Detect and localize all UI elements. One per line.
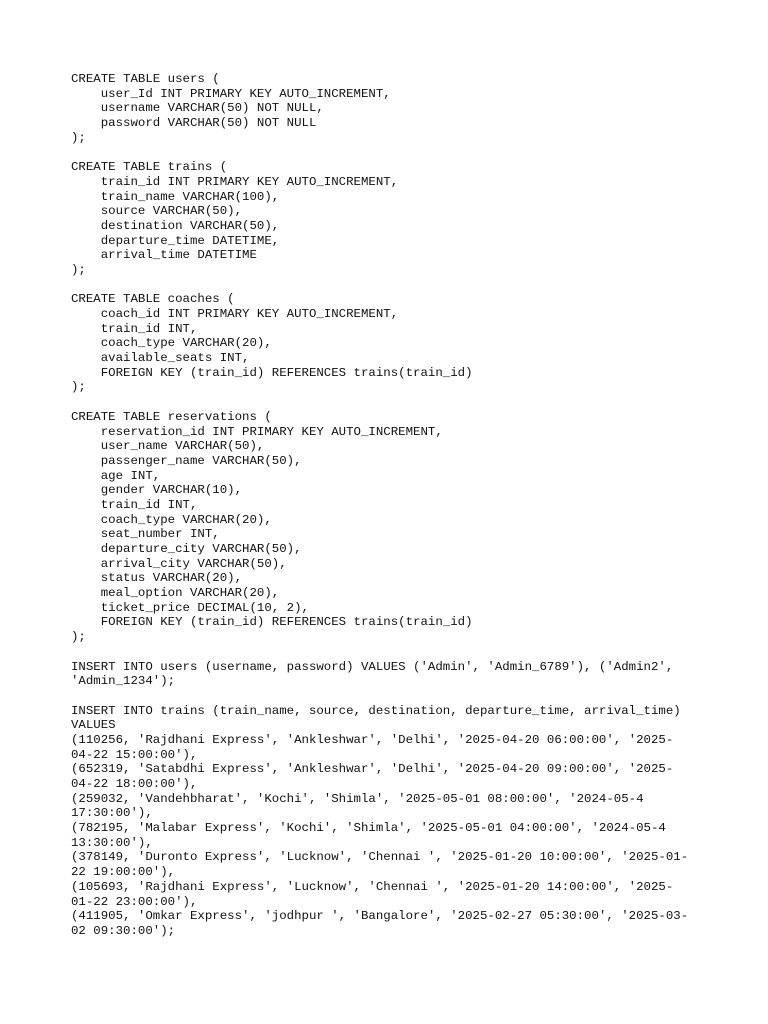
code-line: CREATE TABLE reservations ( (71, 409, 272, 424)
block-spacer (71, 145, 711, 160)
code-line: arrival_time DATETIME (71, 248, 257, 263)
code-line: train_id INT, (71, 321, 198, 336)
code-line: ); (71, 380, 86, 395)
code-line: ); (71, 630, 86, 645)
create-coaches-block (71, 292, 711, 395)
code-line: 'Admin_1234'); (71, 674, 176, 689)
code-line: 22 19:00:00'), (71, 865, 176, 880)
code-line: 04-22 18:00:00'), (71, 777, 198, 791)
block-spacer (71, 645, 711, 660)
insert-trains-block (71, 704, 711, 939)
code-line: (782195, 'Malabar Express', 'Kochi', 'Shimla', '2025-05-01 04:00:00', '2024-05-4 (71, 821, 666, 836)
code-line: age INT, (71, 468, 161, 483)
code-line: reservation_id INT PRIMARY KEY AUTO_INCREMENT, (71, 424, 443, 439)
code-line: status VARCHAR(20), (71, 571, 243, 586)
code-line: (652319, 'Satabdhi Express', 'Ankleshwar', 'Delhi', '2025-04-20 09:00:00', '2025- (71, 762, 674, 777)
code-line: (105693, 'Rajdhani Express', 'Lucknow', 'Chennai ', '2025-01-20 14:00:00', '2025- (71, 879, 674, 894)
code-line: coach_type VARCHAR(20), (71, 512, 272, 527)
code-line: passenger_name VARCHAR(50), (71, 453, 302, 468)
insert-users-block (71, 660, 711, 689)
code-line: ); (71, 130, 86, 145)
code-line: train_id INT, (71, 497, 198, 512)
code-line: 04-22 15:00:00'), (71, 747, 198, 762)
code-line: ); (71, 262, 86, 277)
code-line: 17:30:00'), (71, 806, 153, 821)
code-line: train_id INT PRIMARY KEY AUTO_INCREMENT, (71, 174, 399, 189)
code-line: departure_time DATETIME, (71, 233, 280, 248)
code-line: coach_type VARCHAR(20), (71, 336, 272, 351)
code-line: user_name VARCHAR(50), (71, 439, 265, 454)
code-line: coach_id INT PRIMARY KEY AUTO_INCREMENT, (71, 307, 399, 321)
code-line: seat_number INT, (71, 527, 220, 542)
code-line: VALUES (71, 718, 116, 733)
code-line: train_name VARCHAR(100), (71, 189, 280, 204)
code-line: 01-22 23:00:00'), (71, 894, 198, 909)
create-reservations-block (71, 410, 711, 645)
code-line: CREATE TABLE coaches ( (71, 292, 235, 307)
sql-document (71, 72, 711, 939)
block-spacer (71, 689, 711, 704)
code-line: available_seats INT, (71, 351, 250, 366)
code-line: meal_option VARCHAR(20), (71, 586, 280, 601)
code-line: (378149, 'Duronto Express', 'Lucknow', 'Chennai ', '2025-01-20 10:00:00', '2025-01- (71, 850, 689, 865)
code-line: (411905, 'Omkar Express', 'jodhpur ', 'Bangalore', '2025-02-27 05:30:00', '2025-03- (71, 909, 689, 924)
create-trains-block (71, 160, 711, 278)
code-line: username VARCHAR(50) NOT NULL, (71, 101, 324, 116)
code-line: INSERT INTO users (username, password) VALUES ('Admin', 'Admin_6789'), ('Admin2', (71, 659, 674, 674)
block-spacer (71, 395, 711, 410)
code-line: ticket_price DECIMAL(10, 2), (71, 600, 309, 615)
code-line: gender VARCHAR(10), (71, 483, 243, 498)
code-line: 02 09:30:00'); (71, 923, 176, 938)
code-line: source VARCHAR(50), (71, 204, 243, 219)
code-line: FOREIGN KEY (train_id) REFERENCES trains(train_id) (71, 615, 473, 630)
block-spacer (71, 278, 711, 293)
code-line: CREATE TABLE users ( (71, 72, 220, 86)
code-line: 13:30:00'), (71, 835, 153, 850)
code-line: destination VARCHAR(50), (71, 218, 280, 233)
code-line: CREATE TABLE trains ( (71, 160, 228, 175)
code-line: (259032, 'Vandehbharat', 'Kochi', 'Shimla', '2025-05-01 08:00:00', '2024-05-4 (71, 791, 644, 806)
code-line: departure_city VARCHAR(50), (71, 542, 302, 556)
code-line: (110256, 'Rajdhani Express', 'Ankleshwar', 'Delhi', '2025-04-20 06:00:00', '2025- (71, 732, 674, 747)
code-line: user_Id INT PRIMARY KEY AUTO_INCREMENT, (71, 86, 391, 101)
code-line: password VARCHAR(50) NOT NULL (71, 116, 317, 131)
code-line: INSERT INTO trains (train_name, source, destination, departure_time, arrival_time) (71, 703, 681, 718)
create-users-block (71, 72, 711, 145)
code-line: FOREIGN KEY (train_id) REFERENCES trains(train_id) (71, 365, 473, 380)
code-line: arrival_city VARCHAR(50), (71, 556, 287, 571)
